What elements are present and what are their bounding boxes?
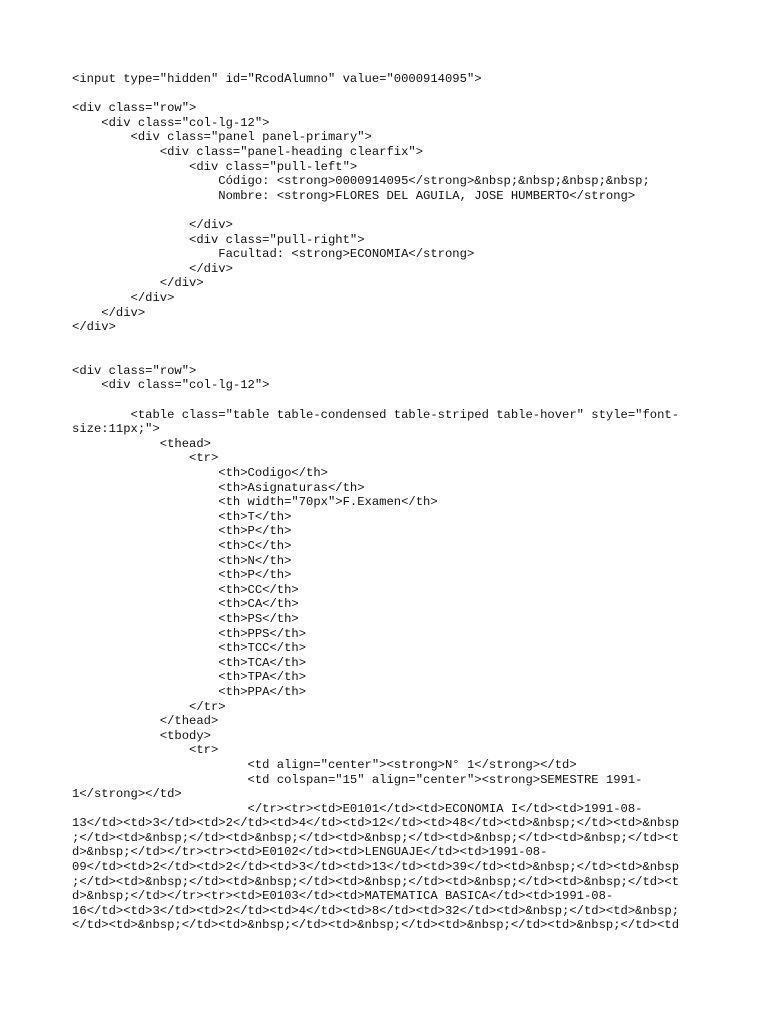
code-line: </td><td>&nbsp;</td><td>&nbsp;</td><td>&nbsp;</td><td>&nbsp;</td><td>&nbsp;</td><td xyxy=(72,918,680,933)
code-line: <div class="col-lg-12"> xyxy=(72,378,270,393)
code-line: <th>PPS</th> xyxy=(72,626,307,641)
code-line: </div> xyxy=(72,320,116,335)
code-line: 16</td><td>3</td><td>2</td><td>4</td><td>8</td><td>32</td><td>&nbsp;</td><td>&nbsp; xyxy=(72,903,680,918)
code-line: </div> xyxy=(72,290,175,305)
code-line: d>&nbsp;</td></tr><tr><td>E0102</td><td>LENGUAJE</td><td>1991-08- xyxy=(72,845,548,860)
code-line: </tr> xyxy=(72,699,226,714)
code-line xyxy=(72,393,700,408)
code-line xyxy=(72,203,700,218)
code-line: <th>PS</th> xyxy=(72,611,299,626)
code-line: <th>N</th> xyxy=(72,553,292,568)
code-line: <div class="col-lg-12"> xyxy=(72,115,270,130)
code-line: Facultad: <strong>ECONOMIA</strong> xyxy=(72,247,475,262)
code-line: <td colspan="15" align="center"><strong>SEMESTRE 1991- xyxy=(72,772,643,787)
code-line: <th>P</th> xyxy=(72,568,292,583)
code-line: <div class="panel-heading clearfix"> xyxy=(72,144,424,159)
code-line: 09</td><td>2</td><td>2</td><td>3</td><td>13</td><td>39</td><td>&nbsp;</td><td>&nbsp xyxy=(72,860,680,875)
code-line: <th>CC</th> xyxy=(72,582,299,597)
code-line: <th>TPA</th> xyxy=(72,670,307,685)
code-line: <input type="hidden" id="RcodAlumno" value="0000914095"> xyxy=(72,72,482,86)
code-line: </div> xyxy=(72,261,233,276)
code-line: </div> xyxy=(72,217,233,232)
code-line: <tr> xyxy=(72,451,219,466)
code-line: <thead> xyxy=(72,436,211,451)
code-line: d>&nbsp;</td></tr><tr><td>E0103</td><td>MATEMATICA BASICA</td><td>1991-08- xyxy=(72,889,614,904)
code-line: <th>P</th> xyxy=(72,524,292,539)
code-line: </div> xyxy=(72,305,146,320)
source-code-document xyxy=(72,72,700,933)
code-line: <th>C</th> xyxy=(72,539,292,553)
code-line: <tr> xyxy=(72,743,219,758)
code-line: <th>CA</th> xyxy=(72,597,299,612)
code-line: <div class="row"> xyxy=(72,101,197,116)
code-line: 13</td><td>3</td><td>2</td><td>4</td><td>12</td><td>48</td><td>&nbsp;</td><td>&nbsp xyxy=(72,816,680,831)
code-line: </div> xyxy=(72,276,204,291)
code-line: <table class="table table-condensed table-striped table-hover" style="font- xyxy=(72,407,680,422)
code-line: <th>Codigo</th> xyxy=(72,466,328,481)
code-line: <th width="70px">F.Examen</th> xyxy=(72,495,438,510)
code-line: ;</td><td>&nbsp;</td><td>&nbsp;</td><td>&nbsp;</td><td>&nbsp;</td><td>&nbsp;</td><t xyxy=(72,830,680,845)
code-line: ;</td><td>&nbsp;</td><td>&nbsp;</td><td>&nbsp;</td><td>&nbsp;</td><td>&nbsp;</td><t xyxy=(72,874,680,889)
code-line: <td align="center"><strong>N° 1</strong></td> xyxy=(72,757,577,772)
code-line: <div class="panel panel-primary"> xyxy=(72,130,372,145)
code-line xyxy=(72,349,700,364)
code-line xyxy=(72,87,700,102)
code-line: </thead> xyxy=(72,714,219,729)
code-line: 1</strong></td> xyxy=(72,787,182,802)
code-line: <th>T</th> xyxy=(72,509,292,524)
code-line: <th>PPA</th> xyxy=(72,684,307,699)
code-line: </tr><tr><td>E0101</td><td>ECONOMIA I</td><td>1991-08- xyxy=(72,801,643,816)
code-line: <div class="pull-left"> xyxy=(72,159,358,174)
code-line: <th>TCC</th> xyxy=(72,641,307,656)
code-line: Código: <strong>0000914095</strong>&nbsp;&nbsp;&nbsp;&nbsp; xyxy=(72,174,650,189)
code-line: <div class="pull-right"> xyxy=(72,232,365,247)
code-line: <th>Asignaturas</th> xyxy=(72,480,365,495)
code-line: size:11px;"> xyxy=(72,422,160,437)
code-line: Nombre: <strong>FLORES DEL AGUILA, JOSE HUMBERTO</strong> xyxy=(72,188,636,203)
code-line: <th>TCA</th> xyxy=(72,655,307,670)
code-line xyxy=(72,335,700,350)
code-line: <tbody> xyxy=(72,728,211,743)
code-line: <div class="row"> xyxy=(72,363,197,378)
